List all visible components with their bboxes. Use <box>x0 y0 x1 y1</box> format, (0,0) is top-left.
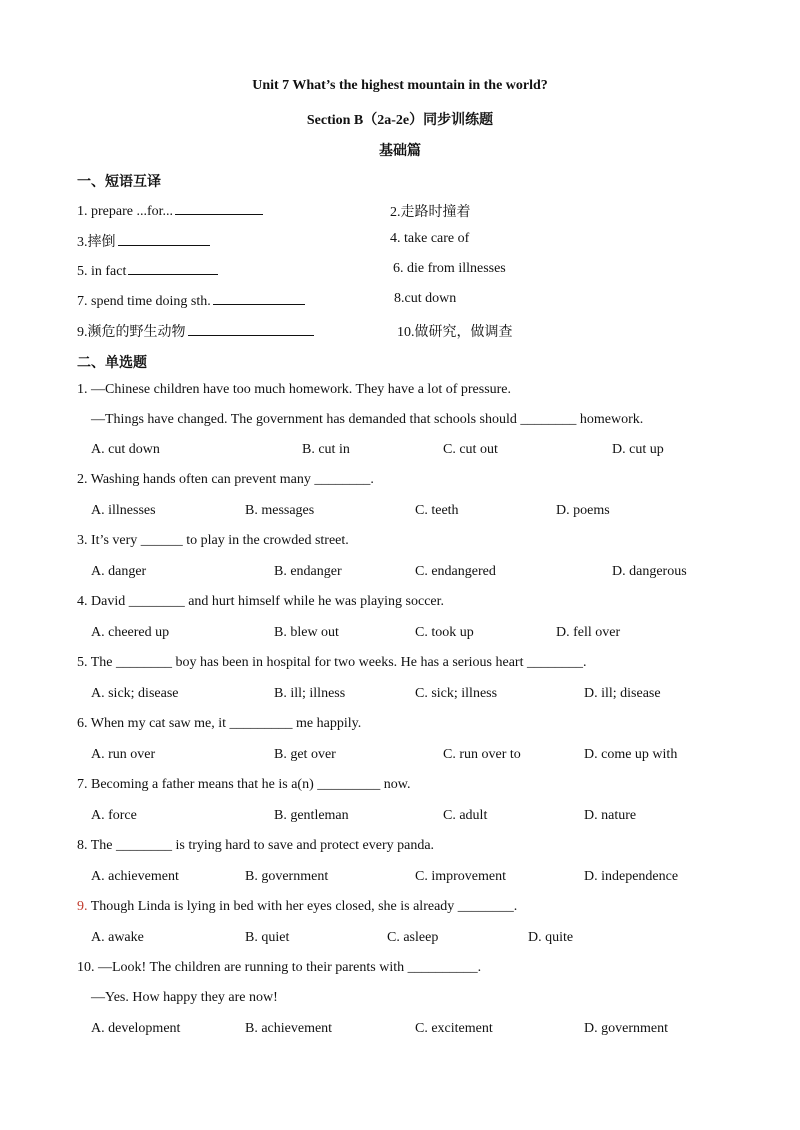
q6-option-d[interactable]: D. come up with <box>584 747 678 762</box>
question-3: 3. It’s very ______ to play in the crowded street. <box>77 533 349 548</box>
q4-option-d[interactable]: D. fell over <box>556 625 621 640</box>
q1-option-d[interactable]: D. cut up <box>612 442 664 457</box>
q8-option-b[interactable]: B. government <box>245 869 329 884</box>
q4-option-b[interactable]: B. blew out <box>274 625 339 640</box>
phrase-item-6: 6. die from illnesses <box>393 261 506 276</box>
difficulty-level: 基础篇 <box>379 144 421 159</box>
q9-option-d[interactable]: D. quite <box>528 930 574 945</box>
question-10: 10. —Look! The children are running to their parents with __________. <box>77 960 482 975</box>
answer-blank[interactable] <box>118 232 210 246</box>
q10-option-b[interactable]: B. achievement <box>245 1021 333 1036</box>
q3-option-a[interactable]: A. danger <box>91 564 147 579</box>
q10-option-c[interactable]: C. excitement <box>415 1021 493 1036</box>
phrase-item-10: 10.做研究，做调查 <box>397 325 513 340</box>
phrase-item-5: 5. in fact <box>77 261 218 280</box>
phrase-item-8: 8.cut down <box>394 291 457 306</box>
q8-option-d[interactable]: D. independence <box>584 869 679 884</box>
q3-option-d[interactable]: D. dangerous <box>612 564 687 579</box>
question-9: 9. Though Linda is lying in bed with her eyes closed, she is already ________. <box>77 899 518 914</box>
q5-option-d[interactable]: D. ill; disease <box>584 686 661 701</box>
phrase-item-3: 3.摔倒 <box>77 231 210 251</box>
q2-option-d[interactable]: D. poems <box>556 503 610 518</box>
q8-option-a[interactable]: A. achievement <box>91 869 179 884</box>
q9-option-b[interactable]: B. quiet <box>245 930 290 945</box>
q6-option-a[interactable]: A. run over <box>91 747 156 762</box>
q7-option-b[interactable]: B. gentleman <box>274 808 349 823</box>
phrase-item-7: 7. spend time doing sth. <box>77 291 305 310</box>
phrase-item-2: 2.走路时撞着 <box>390 205 471 220</box>
question-9-number: 9. <box>77 899 88 914</box>
q6-option-b[interactable]: B. get over <box>274 747 336 762</box>
q1-option-b[interactable]: B. cut in <box>302 442 350 457</box>
phrase-item-1: 1. prepare ...for... <box>77 201 263 220</box>
document-subtitle: Section B（2a-2e）同步训练题 <box>306 113 494 128</box>
phrase-item-4: 4. take care of <box>390 231 470 246</box>
answer-blank[interactable] <box>128 261 218 275</box>
q7-option-a[interactable]: A. force <box>91 808 137 823</box>
q9-option-c[interactable]: C. asleep <box>387 930 439 945</box>
question-5: 5. The ________ boy has been in hospital for two weeks. He has a serious heart ________. <box>77 655 587 670</box>
question-2: 2. Washing hands often can prevent many ________. <box>77 472 374 487</box>
section-heading-translation: 一、短语互译 <box>77 175 161 190</box>
answer-blank[interactable] <box>188 322 314 336</box>
q3-option-c[interactable]: C. endangered <box>415 564 496 579</box>
q4-option-a[interactable]: A. cheered up <box>91 625 170 640</box>
answer-blank[interactable] <box>175 201 263 215</box>
q2-option-b[interactable]: B. messages <box>245 503 315 518</box>
q5-option-a[interactable]: A. sick; disease <box>91 686 179 701</box>
document-title: Unit 7 What’s the highest mountain in the world? <box>252 78 548 93</box>
q5-option-b[interactable]: B. ill; illness <box>274 686 346 701</box>
q9-option-a[interactable]: A. awake <box>91 930 144 945</box>
section-heading-choice: 二、单选题 <box>77 356 147 371</box>
q10-option-d[interactable]: D. government <box>584 1021 668 1036</box>
q10-option-a[interactable]: A. development <box>91 1021 181 1036</box>
question-6: 6. When my cat saw me, it _________ me happily. <box>77 716 362 731</box>
question-4: 4. David ________ and hurt himself while he was playing soccer. <box>77 594 445 609</box>
q6-option-c[interactable]: C. run over to <box>443 747 521 762</box>
q7-option-c[interactable]: C. adult <box>443 808 488 823</box>
q1-option-a[interactable]: A. cut down <box>91 442 160 457</box>
phrase-item-9: 9.濒危的野生动物 <box>77 321 314 341</box>
q4-option-c[interactable]: C. took up <box>415 625 474 640</box>
q3-option-b[interactable]: B. endanger <box>274 564 342 579</box>
q7-option-d[interactable]: D. nature <box>584 808 637 823</box>
question-8: 8. The ________ is trying hard to save and protect every panda. <box>77 838 435 853</box>
q1-option-c[interactable]: C. cut out <box>443 442 498 457</box>
question-1-reply: —Things have changed. The government has demanded that schools should ________ homework. <box>91 412 644 427</box>
q8-option-c[interactable]: C. improvement <box>415 869 506 884</box>
answer-blank[interactable] <box>213 291 305 305</box>
question-1: 1. —Chinese children have too much homework. They have a lot of pressure. <box>77 382 512 397</box>
question-7: 7. Becoming a father means that he is a(n) _________ now. <box>77 777 411 792</box>
q2-option-c[interactable]: C. teeth <box>415 503 459 518</box>
q5-option-c[interactable]: C. sick; illness <box>415 686 498 701</box>
question-10-reply: —Yes. How happy they are now! <box>91 990 278 1005</box>
q2-option-a[interactable]: A. illnesses <box>91 503 156 518</box>
